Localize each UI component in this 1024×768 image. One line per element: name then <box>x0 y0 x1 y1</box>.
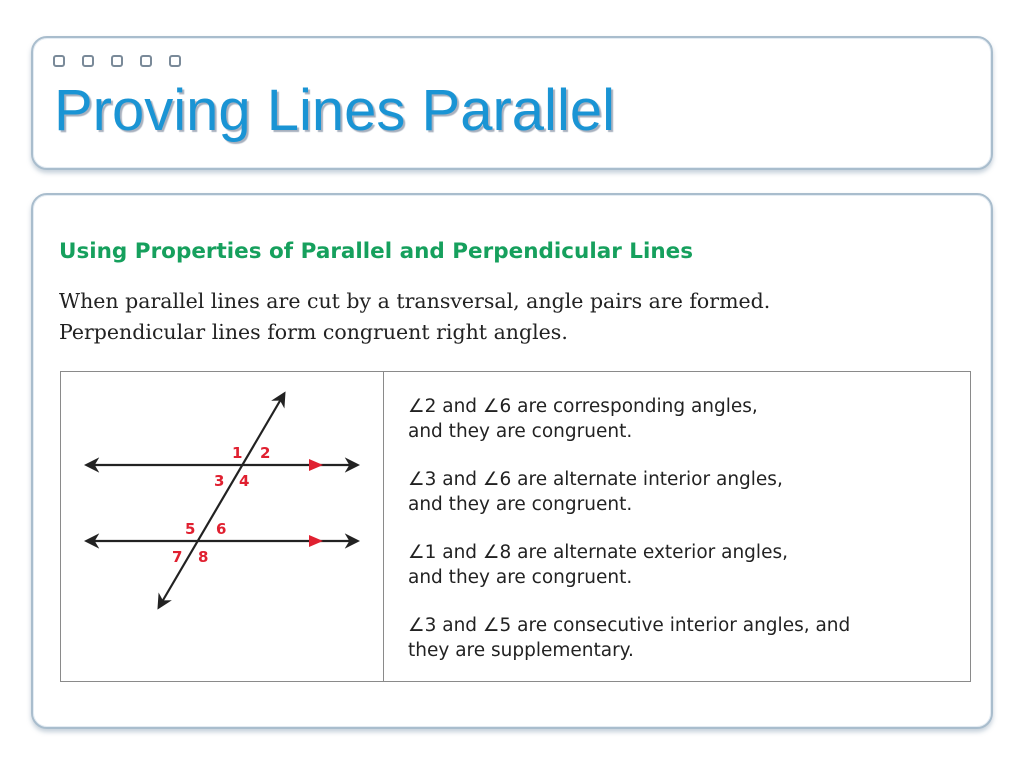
angle-label-8: 8 <box>198 548 209 566</box>
angle-label-1: 1 <box>232 444 243 462</box>
title-panel <box>31 36 993 170</box>
square-icon <box>169 55 181 67</box>
transversal-diagram <box>61 372 383 681</box>
fact-line: they are supplementary. <box>408 640 634 661</box>
intro-paragraph <box>59 286 959 348</box>
fact-line: ∠2 and ∠6 are corresponding angles, <box>408 396 758 417</box>
angle-facts-table <box>60 371 971 682</box>
fact-line: ∠3 and ∠6 are alternate interior angles, <box>408 469 783 490</box>
angle-label-4: 4 <box>239 472 250 490</box>
fact-line: ∠3 and ∠5 are consecutive interior angles, and <box>408 615 851 636</box>
fact-consecutive-interior <box>408 613 970 663</box>
fact-alternate-exterior <box>408 540 970 590</box>
fact-alternate-interior <box>408 467 970 517</box>
angle-label-6: 6 <box>216 520 227 538</box>
fact-line: ∠1 and ∠8 are alternate exterior angles, <box>408 542 788 563</box>
intro-line: When parallel lines are cut by a transversal, angle pairs are formed. <box>59 289 771 313</box>
diagram-cell <box>61 372 384 681</box>
fact-line: and they are congruent. <box>408 421 633 442</box>
square-icon <box>82 55 94 67</box>
square-icon <box>111 55 123 67</box>
section-heading: Using Properties of Parallel and Perpendicular Lines <box>59 239 694 264</box>
parallel-mark-icon <box>309 535 323 547</box>
angle-label-2: 2 <box>260 444 271 462</box>
fact-line: and they are congruent. <box>408 494 633 515</box>
angle-label-7: 7 <box>172 548 183 566</box>
content-panel <box>31 193 993 729</box>
slide-title: Proving Lines Parallel <box>54 78 615 143</box>
fact-line: and they are congruent. <box>408 567 633 588</box>
facts-cell <box>384 372 970 681</box>
square-icon <box>140 55 152 67</box>
intro-line: Perpendicular lines form congruent right angles. <box>59 320 568 344</box>
transversal-line <box>159 394 284 607</box>
fact-corresponding <box>408 394 970 444</box>
square-icon <box>53 55 65 67</box>
parallel-mark-icon <box>309 459 323 471</box>
angle-label-5: 5 <box>185 520 196 538</box>
angle-label-3: 3 <box>214 472 225 490</box>
decorative-squares <box>53 55 181 67</box>
